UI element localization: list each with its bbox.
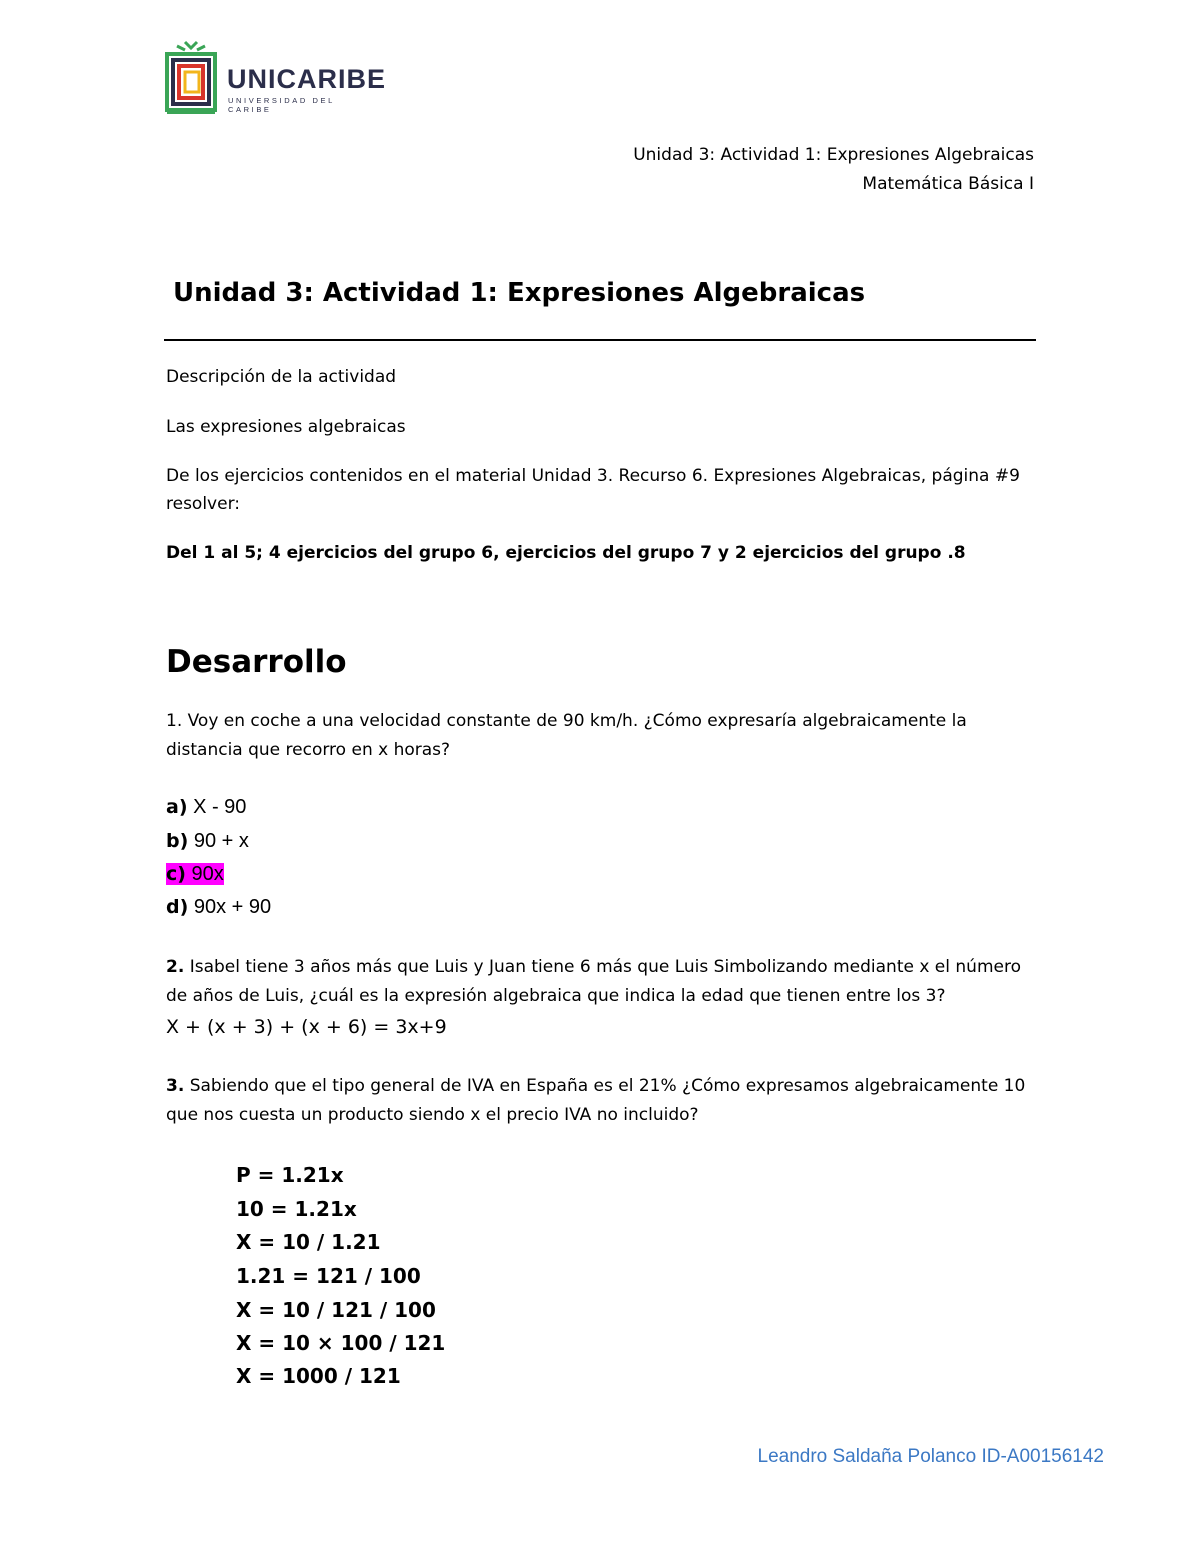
instruction-line-1: De los ejercicios contenidos en el material Unidad 3. Recurso 6. Expresiones Algebraicas, página #9 [166, 466, 1020, 486]
q1-option-c [166, 863, 224, 886]
header-activity: Unidad 3: Actividad 1: Expresiones Algebraicas [633, 145, 1034, 165]
q3-line-1 [166, 1076, 1025, 1096]
q3-step: X = 10 / 121 / 100 [236, 1298, 436, 1322]
q1-line-2: distancia que recorro en x horas? [166, 740, 451, 760]
q3-number: 3. [166, 1076, 185, 1096]
selected-answer-highlight [166, 863, 224, 885]
q1-option-d [166, 896, 271, 919]
q3-step: X = 10 / 1.21 [236, 1230, 381, 1254]
q1-option-b [166, 830, 249, 853]
option-letter: c) [166, 863, 186, 885]
option-letter: b) [166, 830, 189, 852]
logo-subtitle: UNIVERSIDAD DEL CARIBE [228, 96, 335, 114]
header-course: Matemática Básica I [862, 174, 1034, 194]
q2-line-2: de años de Luis, ¿cuál es la expresión algebraica que indica la edad que tienen entre los 3? [166, 986, 946, 1006]
option-text: 90x [185, 863, 224, 885]
q2-number: 2. [166, 957, 185, 977]
assignment-text: Del 1 al 5; 4 ejercicios del grupo 6, ejercicios del grupo 7 y 2 ejercicios del grupo .8 [166, 543, 966, 563]
option-text: 90 + x [188, 830, 249, 852]
description-topic: Las expresiones algebraicas [166, 417, 406, 437]
option-letter: a) [166, 796, 188, 818]
instruction-line-2: resolver: [166, 494, 240, 514]
q3-step: X = 1000 / 121 [236, 1364, 401, 1388]
q3-text: Sabiendo que el tipo general de IVA en España es el 21% ¿Cómo expresamos algebraicamente 10 [184, 1076, 1026, 1096]
page-title: Unidad 3: Actividad 1: Expresiones Algebraicas [173, 278, 866, 308]
logo-wordmark: UNICARIBE [227, 64, 387, 94]
q2-text: Isabel tiene 3 años más que Luis y Juan tiene 6 más que Luis Simbolizando mediante x el número [184, 957, 1021, 977]
unicaribe-logo [165, 38, 387, 118]
option-letter: d) [166, 896, 189, 918]
section-heading: Desarrollo [166, 644, 347, 680]
q3-step: P = 1.21x [236, 1163, 344, 1187]
q1-line-1: 1. Voy en coche a una velocidad constante de 90 km/h. ¿Cómo expresaría algebraicamente la [166, 711, 967, 731]
title-divider [164, 339, 1036, 341]
option-text: 90x + 90 [188, 896, 272, 918]
q2-answer: X + (x + 3) + (x + 6) = 3x+9 [166, 1016, 447, 1038]
unicaribe-emblem-icon [165, 38, 217, 118]
description-label: Descripción de la actividad [166, 367, 397, 387]
q1-option-a [166, 796, 246, 819]
q3-line-2: que nos cuesta un producto siendo x el precio IVA no incluido? [166, 1105, 699, 1125]
q3-step: X = 10 × 100 / 121 [236, 1331, 446, 1355]
q3-step: 10 = 1.21x [236, 1197, 357, 1221]
q2-line-1 [166, 957, 1021, 977]
q3-step: 1.21 = 121 / 100 [236, 1264, 421, 1288]
author-footer: Leandro Saldaña Polanco ID-A00156142 [757, 1446, 1104, 1467]
option-text: X - 90 [187, 796, 247, 818]
